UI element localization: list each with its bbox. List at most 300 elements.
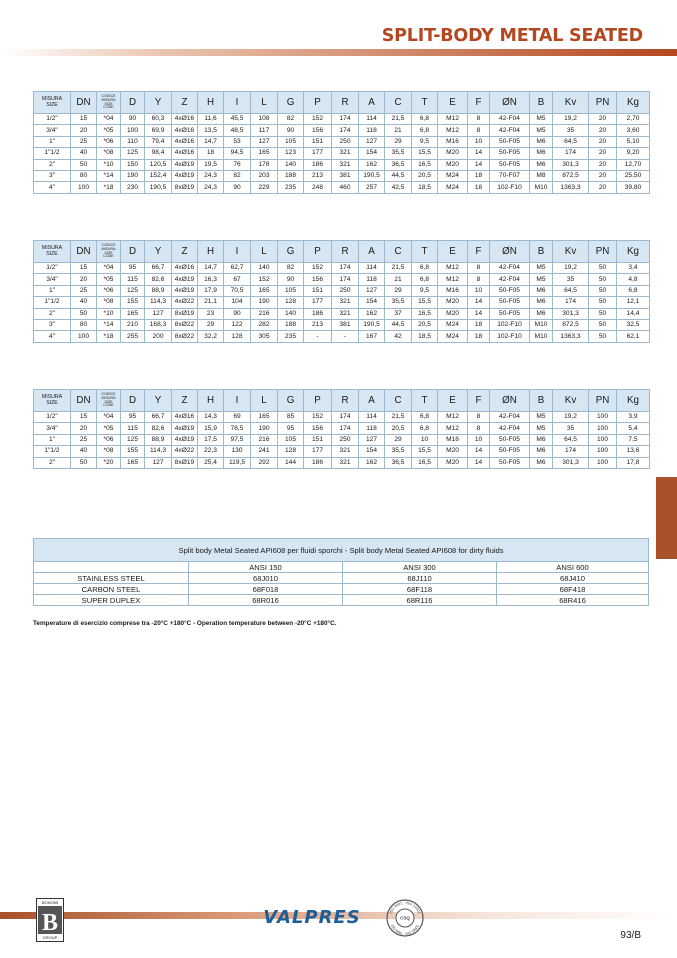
table-cell: 40 xyxy=(71,148,97,159)
table-cell: 42-F04 xyxy=(490,412,530,423)
table-cell: 118 xyxy=(359,274,385,285)
column-header: T xyxy=(412,241,438,263)
column-header: Kg xyxy=(617,92,650,114)
table-cell: 4xØ16 xyxy=(172,136,198,147)
table-cell: 321 xyxy=(332,457,359,468)
table-cell: 66,7 xyxy=(145,263,172,274)
table-cell: 50-F05 xyxy=(490,285,530,296)
material-name: SUPER DUPLEX xyxy=(34,595,189,606)
table-cell: 50 xyxy=(589,331,617,342)
table-cell: 257 xyxy=(359,182,385,193)
table-cell: M24 xyxy=(438,331,468,342)
column-header: I xyxy=(224,241,251,263)
table-cell: 25,50 xyxy=(617,170,650,181)
table-cell: 14 xyxy=(468,308,490,319)
table-cell: 90 xyxy=(278,274,304,285)
table-cell: M12 xyxy=(438,125,468,136)
table-cell: 154 xyxy=(359,148,385,159)
table-cell: 21 xyxy=(385,274,412,285)
table-cell: 151 xyxy=(304,434,332,445)
table-cell: 100 xyxy=(121,125,145,136)
table-cell: 4xØ19 xyxy=(172,274,198,285)
table-cell: 6,8 xyxy=(617,285,650,296)
table-cell: 42-F04 xyxy=(490,423,530,434)
material-name: CARBON STEEL xyxy=(34,584,189,595)
table-cell: 162 xyxy=(359,308,385,319)
table-cell: 20 xyxy=(71,274,97,285)
table-cell: 2" xyxy=(34,457,71,468)
column-header: D xyxy=(121,390,145,412)
table-cell: M5 xyxy=(530,125,553,136)
table-cell: 190,5 xyxy=(359,319,385,330)
table-cell: 127 xyxy=(359,434,385,445)
table-cell: 321 xyxy=(332,446,359,457)
table-cell: 29 xyxy=(198,319,224,330)
table-cell: 35,5 xyxy=(385,446,412,457)
table-cell: 37 xyxy=(385,308,412,319)
table-cell: 15,5 xyxy=(412,148,438,159)
table-cell: 1"1/2 xyxy=(34,297,71,308)
table-cell: 102-F10 xyxy=(490,182,530,193)
table-cell: 144 xyxy=(278,457,304,468)
table-cell: 186 xyxy=(304,159,332,170)
header-text: CODE xyxy=(103,403,114,408)
table-cell: M12 xyxy=(438,423,468,434)
table-cell: 301,3 xyxy=(553,457,589,468)
table-cell: 4xØ19 xyxy=(172,170,198,181)
table-cell: 123 xyxy=(278,148,304,159)
table-cell: 42 xyxy=(385,331,412,342)
table-cell: 50 xyxy=(589,263,617,274)
table-cell: 167 xyxy=(359,331,385,342)
table-cell: 162 xyxy=(359,457,385,468)
table-cell: 156 xyxy=(304,125,332,136)
column-header: F xyxy=(468,390,490,412)
table-cell: 70-F07 xyxy=(490,170,530,181)
table-cell: 102-F10 xyxy=(490,319,530,330)
table-cell: 127 xyxy=(359,285,385,296)
table-row xyxy=(34,274,650,285)
table-cell: 79,4 xyxy=(145,136,172,147)
table-cell: 292 xyxy=(251,457,278,468)
code-cell: 68F118 xyxy=(343,584,497,595)
table-cell: 190,5 xyxy=(145,182,172,193)
table-cell: 98,4 xyxy=(145,148,172,159)
table-cell: 125 xyxy=(121,148,145,159)
title-rule xyxy=(0,48,677,57)
table-cell: 35,5 xyxy=(385,148,412,159)
header-text: MISURA xyxy=(41,244,63,251)
code-cell: 68J410 xyxy=(497,573,649,584)
table-cell: 14 xyxy=(468,457,490,468)
table-cell: 229 xyxy=(251,182,278,193)
table-cell: 40 xyxy=(71,297,97,308)
column-header: Kv xyxy=(553,92,589,114)
material-name: STAINLESS STEEL xyxy=(34,573,189,584)
table-cell: 48,5 xyxy=(224,125,251,136)
table-cell: 13,6 xyxy=(617,446,650,457)
table-cell: 128 xyxy=(278,297,304,308)
header-text: SIZE xyxy=(104,101,113,106)
table-header-row xyxy=(34,390,650,412)
table-cell: M16 xyxy=(438,136,468,147)
table-cell: *04 xyxy=(97,263,121,274)
table-cell: 321 xyxy=(332,297,359,308)
table-cell: 18 xyxy=(468,331,490,342)
table-cell: 118 xyxy=(359,423,385,434)
column-header: B xyxy=(530,390,553,412)
table-row xyxy=(34,114,650,125)
table-cell: 20 xyxy=(71,125,97,136)
table-cell: *08 xyxy=(97,148,121,159)
table-cell: 108 xyxy=(251,114,278,125)
column-header-size xyxy=(34,241,71,263)
table-cell: M5 xyxy=(530,114,553,125)
table-cell: *04 xyxy=(97,412,121,423)
table-cell: 177 xyxy=(304,148,332,159)
table-cell: 162 xyxy=(359,159,385,170)
table-cell: 50 xyxy=(589,274,617,285)
table-cell: M12 xyxy=(438,114,468,125)
column-header: C xyxy=(385,390,412,412)
table-cell: 200 xyxy=(145,331,172,342)
table-cell: 301,3 xyxy=(553,159,589,170)
codes-row xyxy=(34,595,649,606)
table-cell: 14 xyxy=(468,148,490,159)
table-cell: 177 xyxy=(304,297,332,308)
table-cell: 50-F05 xyxy=(490,308,530,319)
table-cell: M6 xyxy=(530,148,553,159)
table-cell: 150 xyxy=(121,159,145,170)
table-cell: 152,4 xyxy=(145,170,172,181)
table-cell: 4xØ19 xyxy=(172,159,198,170)
table-cell: 18 xyxy=(198,148,224,159)
code-cell: 68R416 xyxy=(497,595,649,606)
codes-header-ansi300: ANSI 300 xyxy=(343,562,497,573)
table-cell: 39,80 xyxy=(617,182,650,193)
table-cell: 381 xyxy=(332,319,359,330)
table-cell: 174 xyxy=(332,412,359,423)
table-cell: 190 xyxy=(251,423,278,434)
table-cell: M10 xyxy=(530,182,553,193)
table-cell: M6 xyxy=(530,446,553,457)
svg-text:BONOMI: BONOMI xyxy=(41,900,59,905)
table-cell: 210 xyxy=(121,319,145,330)
column-header: D xyxy=(121,92,145,114)
codes-header-ansi600: ANSI 600 xyxy=(497,562,649,573)
column-header: C xyxy=(385,92,412,114)
table-cell: 14,7 xyxy=(198,136,224,147)
table-cell: 45,5 xyxy=(224,114,251,125)
table-cell: M12 xyxy=(438,274,468,285)
table-cell: 156 xyxy=(304,274,332,285)
table-cell: 35 xyxy=(553,274,589,285)
table-cell: 174 xyxy=(332,423,359,434)
table-cell: M16 xyxy=(438,434,468,445)
table-cell: 102-F10 xyxy=(490,331,530,342)
table-cell: 50-F05 xyxy=(490,159,530,170)
table-cell: 15,5 xyxy=(412,446,438,457)
table-cell: 155 xyxy=(121,446,145,457)
table-cell: 15 xyxy=(71,412,97,423)
table-cell: *10 xyxy=(97,308,121,319)
header-text: CODICE xyxy=(101,93,116,98)
table-cell: 1" xyxy=(34,285,71,296)
table-cell: 53 xyxy=(224,136,251,147)
table-cell: *05 xyxy=(97,125,121,136)
table-cell: M6 xyxy=(530,285,553,296)
table-cell: 230 xyxy=(121,182,145,193)
svg-text:ISO 9001 · ISO 14001: ISO 9001 · ISO 14001 xyxy=(390,924,420,937)
table-cell: M12 xyxy=(438,263,468,274)
table-cell: 20 xyxy=(589,182,617,193)
table-cell: 114 xyxy=(359,114,385,125)
table-cell: 9,20 xyxy=(617,148,650,159)
table-cell: 8xØ19 xyxy=(172,182,198,193)
column-header: B xyxy=(530,241,553,263)
table-cell: 178 xyxy=(251,159,278,170)
table-cell: 50 xyxy=(71,159,97,170)
column-header-dn: DN xyxy=(71,92,97,114)
table-cell: 130 xyxy=(224,446,251,457)
table-cell: 16,5 xyxy=(412,308,438,319)
table-cell: 156 xyxy=(304,423,332,434)
table-cell: 4xØ22 xyxy=(172,297,198,308)
table-cell: 8 xyxy=(468,114,490,125)
table-cell: 50 xyxy=(71,457,97,468)
table-cell: M6 xyxy=(530,159,553,170)
table-cell: 25 xyxy=(71,136,97,147)
column-header: Z xyxy=(172,92,198,114)
table-cell: 17,5 xyxy=(198,434,224,445)
codes-row xyxy=(34,584,649,595)
code-cell: 68F418 xyxy=(497,584,649,595)
column-header: PN xyxy=(589,390,617,412)
table-cell: 174 xyxy=(553,446,589,457)
table-cell: 321 xyxy=(332,308,359,319)
table-cell: 4" xyxy=(34,331,71,342)
table-cell: 4xØ16 xyxy=(172,114,198,125)
table-cell: 25 xyxy=(71,285,97,296)
table-cell: 188 xyxy=(278,170,304,181)
table-cell: 82 xyxy=(278,263,304,274)
table-cell: 155 xyxy=(121,297,145,308)
table-cell: 3" xyxy=(34,319,71,330)
table-cell: 250 xyxy=(332,434,359,445)
table-cell: 140 xyxy=(278,159,304,170)
table-cell: 241 xyxy=(251,446,278,457)
table-row xyxy=(34,148,650,159)
table-cell: 82,6 xyxy=(145,274,172,285)
table-cell: 100 xyxy=(71,182,97,193)
temperature-note: Temperature di esercizio comprese tra -20°C +180°C - Operation temperature between -20°C +180°C. xyxy=(33,620,337,627)
column-header: C xyxy=(385,241,412,263)
table-cell: 50 xyxy=(589,297,617,308)
column-header: Z xyxy=(172,390,198,412)
table-cell: 100 xyxy=(589,423,617,434)
table-cell: 104 xyxy=(224,297,251,308)
table-cell: 8 xyxy=(468,125,490,136)
column-header-dn: DN xyxy=(71,390,97,412)
table-cell: 10 xyxy=(412,434,438,445)
table-cell: 82 xyxy=(224,170,251,181)
table-cell: 13,5 xyxy=(198,125,224,136)
header-text: CODE xyxy=(103,105,114,110)
header-text: SIZE xyxy=(46,101,58,108)
table-cell: *04 xyxy=(97,114,121,125)
table-cell: 127 xyxy=(359,136,385,147)
table-cell: 29 xyxy=(385,136,412,147)
table-cell: 282 xyxy=(251,319,278,330)
column-header: E xyxy=(438,92,468,114)
table-cell: 6,8 xyxy=(412,423,438,434)
table-cell: 1363,3 xyxy=(553,331,589,342)
table-cell: M8 xyxy=(530,170,553,181)
table-cell: 8 xyxy=(468,423,490,434)
table-cell: 24,3 xyxy=(198,170,224,181)
column-header: R xyxy=(332,390,359,412)
table-cell: 97,5 xyxy=(224,434,251,445)
column-header: I xyxy=(224,92,251,114)
column-header: H xyxy=(198,241,224,263)
table-cell: 35 xyxy=(553,125,589,136)
table-cell: 152 xyxy=(304,114,332,125)
table-cell: 76 xyxy=(224,159,251,170)
svg-text:ISO 9001 · ISO 14001: ISO 9001 · ISO 14001 xyxy=(388,900,422,915)
table-cell: 90 xyxy=(224,182,251,193)
table-cell: 50-F05 xyxy=(490,297,530,308)
svg-text:VALPRES: VALPRES xyxy=(263,907,361,928)
table-cell: M6 xyxy=(530,136,553,147)
table-cell: 12,70 xyxy=(617,159,650,170)
table-cell: 1/2" xyxy=(34,412,71,423)
column-header: Z xyxy=(172,241,198,263)
table-cell: 36,5 xyxy=(385,159,412,170)
table-cell: 44,5 xyxy=(385,319,412,330)
column-header: E xyxy=(438,241,468,263)
table-row xyxy=(34,125,650,136)
header-text: MISURA xyxy=(101,395,116,400)
table-cell: M12 xyxy=(438,412,468,423)
bonomi-group-logo xyxy=(36,898,64,942)
table-cell: 20 xyxy=(589,159,617,170)
column-header: Kv xyxy=(553,390,589,412)
table-cell: 16,3 xyxy=(198,274,224,285)
table-cell: 8xØ22 xyxy=(172,331,198,342)
table-cell: 18 xyxy=(468,170,490,181)
column-header: F xyxy=(468,241,490,263)
table-cell: 42,5 xyxy=(385,182,412,193)
table-cell: 3,9 xyxy=(617,412,650,423)
table-cell: 165 xyxy=(251,412,278,423)
table-cell: M6 xyxy=(530,457,553,468)
column-header: H xyxy=(198,390,224,412)
header-text: SIZE xyxy=(104,250,113,255)
table-cell: 14 xyxy=(468,446,490,457)
table-cell: 42-F04 xyxy=(490,125,530,136)
column-header: ØN xyxy=(490,241,530,263)
table-row xyxy=(34,434,650,445)
table-cell: 14,7 xyxy=(198,263,224,274)
table-cell: 66,7 xyxy=(145,412,172,423)
table-cell: *08 xyxy=(97,297,121,308)
table-cell: 186 xyxy=(304,457,332,468)
column-header: B xyxy=(530,92,553,114)
table-cell: 3" xyxy=(34,170,71,181)
svg-text:GROUP: GROUP xyxy=(42,935,58,940)
table-cell: 32,5 xyxy=(617,319,650,330)
table-row xyxy=(34,412,650,423)
table-cell: 190 xyxy=(121,170,145,181)
table-cell: 165 xyxy=(121,308,145,319)
column-header-size-code xyxy=(97,241,121,263)
table-cell: 115 xyxy=(121,423,145,434)
column-header: Y xyxy=(145,241,172,263)
table-cell: 100 xyxy=(589,446,617,457)
table-cell: 174 xyxy=(332,114,359,125)
table-cell: 29 xyxy=(385,285,412,296)
table-cell: 216 xyxy=(251,308,278,319)
table-cell: 105 xyxy=(278,434,304,445)
table-cell: 2" xyxy=(34,159,71,170)
table-cell: 21,5 xyxy=(385,412,412,423)
column-header: ØN xyxy=(490,92,530,114)
table-cell: 50-F05 xyxy=(490,148,530,159)
codes-row xyxy=(34,573,649,584)
table-cell: 15,5 xyxy=(412,297,438,308)
table-cell: 140 xyxy=(251,263,278,274)
table-row xyxy=(34,170,650,181)
table-cell: 25,4 xyxy=(198,457,224,468)
column-header: L xyxy=(251,241,278,263)
header-text: SIZE xyxy=(46,250,58,257)
table-cell: 125 xyxy=(121,285,145,296)
column-header: P xyxy=(304,92,332,114)
table-cell: 174 xyxy=(332,274,359,285)
table-cell: 154 xyxy=(359,446,385,457)
table-cell: 248 xyxy=(304,182,332,193)
table-cell: 8 xyxy=(468,274,490,285)
table-cell: 127 xyxy=(145,457,172,468)
table-cell: 4xØ22 xyxy=(172,446,198,457)
table-cell: 21,5 xyxy=(385,263,412,274)
table-row xyxy=(34,297,650,308)
table-cell: 177 xyxy=(304,446,332,457)
table-cell: *18 xyxy=(97,182,121,193)
table-cell: 168,3 xyxy=(145,319,172,330)
column-header: R xyxy=(332,241,359,263)
table-cell: 12,1 xyxy=(617,297,650,308)
table-cell: 50-F05 xyxy=(490,136,530,147)
table-cell: 203 xyxy=(251,170,278,181)
code-cell: 68R116 xyxy=(343,595,497,606)
table-cell: M5 xyxy=(530,412,553,423)
table-cell: 321 xyxy=(332,148,359,159)
table-cell: 4xØ19 xyxy=(172,423,198,434)
table-cell: 235 xyxy=(278,331,304,342)
page-number: 93/B xyxy=(620,930,641,941)
table-cell: 18,5 xyxy=(412,182,438,193)
table-cell: 21 xyxy=(385,125,412,136)
table-cell: 14 xyxy=(468,159,490,170)
table-cell: 40 xyxy=(71,446,97,457)
table-cell: 5,10 xyxy=(617,136,650,147)
table-cell: 21,1 xyxy=(198,297,224,308)
table-cell: *05 xyxy=(97,423,121,434)
valpres-logo xyxy=(257,906,367,928)
table-cell: 213 xyxy=(304,170,332,181)
table-cell: 114 xyxy=(359,412,385,423)
